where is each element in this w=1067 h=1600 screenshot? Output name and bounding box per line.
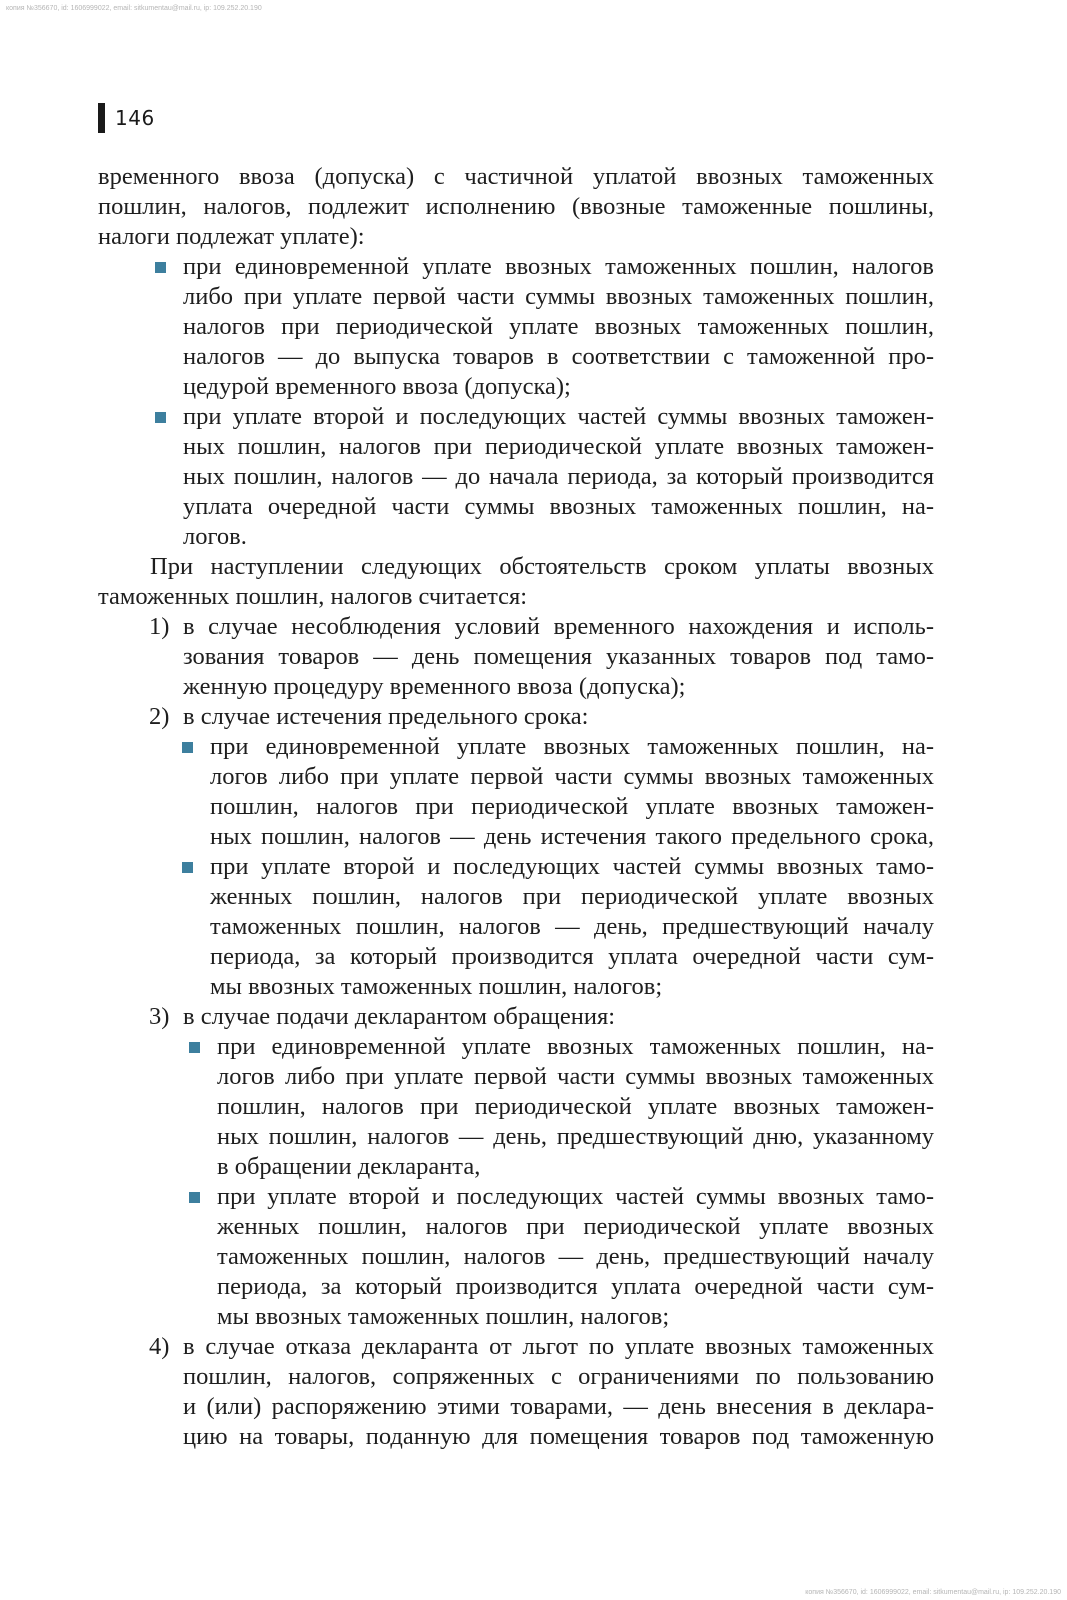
- text-line: при уплате второй и последующих частей суммы ввозных тамо-: [210, 853, 934, 880]
- square-bullet-icon: [189, 1192, 200, 1203]
- page-number: 146: [115, 106, 155, 130]
- text-line: цию на товары, поданную для помещения товаров под таможенную: [183, 1423, 934, 1450]
- numbered-item: [98, 702, 934, 732]
- text-line: в случае истечения предельного срока:: [183, 703, 589, 730]
- text-line: цедурой временного ввоза (допуска);: [183, 373, 571, 400]
- list-number: 3): [149, 1003, 170, 1030]
- text-line: логов либо при уплате первой части суммы ввозных таможенных: [217, 1063, 934, 1090]
- text-line: периода, за который производится уплата очередной части сум-: [210, 943, 934, 970]
- text-line: временного ввоза (допуска) с частичной уплатой ввозных таможенных: [98, 163, 934, 190]
- square-bullet-icon: [189, 1042, 200, 1053]
- text-line: логов.: [183, 523, 247, 550]
- text-line: либо при уплате первой части суммы ввозных таможенных пошлин,: [183, 283, 934, 310]
- text-line: при уплате второй и последующих частей суммы ввозных тамо-: [217, 1183, 934, 1210]
- text-line: женных пошлин, налогов при периодической уплате ввозных: [217, 1213, 934, 1240]
- bullet-item: [98, 852, 934, 1002]
- text-line: пошлин, налогов, сопряженных с ограничениями по пользованию: [183, 1363, 934, 1390]
- text-line: при единовременной уплате ввозных таможенных пошлин, налогов: [183, 253, 934, 280]
- text-line: мы ввозных таможенных пошлин, налогов;: [210, 973, 663, 1000]
- bullet-item: [98, 1032, 934, 1182]
- text-line: пошлин, налогов при периодической уплате ввозных таможен-: [210, 793, 934, 820]
- numbered-item: [98, 612, 934, 702]
- list-number: 2): [149, 703, 170, 730]
- text-line: налогов — до выпуска товаров в соответствии с таможенной про-: [183, 343, 934, 370]
- text-line: налоги подлежат уплате):: [98, 223, 365, 250]
- text-line: уплата очередной части суммы ввозных таможенных пошлин, на-: [183, 493, 934, 520]
- text-line: в случае несоблюдения условий временного нахождения и исполь-: [183, 613, 934, 640]
- watermark-bottom: копия №356670, id: 1606999022, email: sitkumentau@mail.ru, ip: 109.252.20.190: [805, 1589, 1061, 1596]
- numbered-item: [98, 1002, 934, 1032]
- bullet-item: [98, 732, 934, 852]
- text-line: периода, за который производится уплата очередной части сум-: [217, 1273, 934, 1300]
- bullet-item: [98, 252, 934, 402]
- text-line: и (или) распоряжению этими товарами, — день внесения в деклара-: [183, 1393, 934, 1420]
- text-line: При наступлении следующих обстоятельств сроком уплаты ввозных: [150, 553, 934, 580]
- list-number: 4): [149, 1333, 170, 1360]
- square-bullet-icon: [155, 412, 166, 423]
- text-line: пошлин, налогов при периодической уплате ввозных таможен-: [217, 1093, 934, 1120]
- text-line: в случае отказа декларанта от льгот по уплате ввозных таможенных: [183, 1333, 934, 1360]
- text-line: мы ввозных таможенных пошлин, налогов;: [217, 1303, 670, 1330]
- text-line: женную процедуру временного ввоза (допуска);: [183, 673, 686, 700]
- text-line: зования товаров — день помещения указанных товаров под тамо-: [183, 643, 934, 670]
- page-body: [98, 162, 934, 1452]
- text-line: ных пошлин, налогов — до начала периода, за который производится: [183, 463, 934, 490]
- text-line: при единовременной уплате ввозных таможенных пошлин, на-: [217, 1033, 934, 1060]
- text-line: ных пошлин, налогов — день, предшествующий дню, указанному: [217, 1123, 934, 1150]
- text-line: пошлин, налогов, подлежит исполнению (ввозные таможенные пошлины,: [98, 193, 934, 220]
- text-line: таможенных пошлин, налогов считается:: [98, 583, 528, 610]
- text-line: ных пошлин, налогов при периодической уплате ввозных таможен-: [183, 433, 934, 460]
- watermark-top: копия №356670, id: 1606999022, email: sitkumentau@mail.ru, ip: 109.252.20.190: [6, 5, 262, 12]
- square-bullet-icon: [182, 742, 193, 753]
- text-line: таможенных пошлин, налогов — день, предшествующий началу: [217, 1243, 934, 1270]
- bullet-item: [98, 402, 934, 552]
- text-line: налогов при периодической уплате ввозных таможенных пошлин,: [183, 313, 934, 340]
- text-line: женных пошлин, налогов при периодической уплате ввозных: [210, 883, 934, 910]
- square-bullet-icon: [155, 262, 166, 273]
- numbered-item: [98, 1332, 934, 1452]
- text-line: при единовременной уплате ввозных таможенных пошлин, на-: [210, 733, 934, 760]
- text-line: ных пошлин, налогов — день истечения такого предельного срока,: [210, 823, 934, 850]
- page-header: [98, 103, 155, 133]
- text-line: в обращении декларанта,: [217, 1153, 481, 1180]
- text-line: логов либо при уплате первой части суммы ввозных таможенных: [210, 763, 934, 790]
- page-number-bar: [98, 103, 105, 133]
- bullet-item: [98, 1182, 934, 1332]
- square-bullet-icon: [182, 862, 193, 873]
- text-line: в случае подачи декларантом обращения:: [183, 1003, 616, 1030]
- list-number: 1): [149, 613, 170, 640]
- text-line: при уплате второй и последующих частей суммы ввозных таможен-: [183, 403, 934, 430]
- text-line: таможенных пошлин, налогов — день, предшествующий началу: [210, 913, 934, 940]
